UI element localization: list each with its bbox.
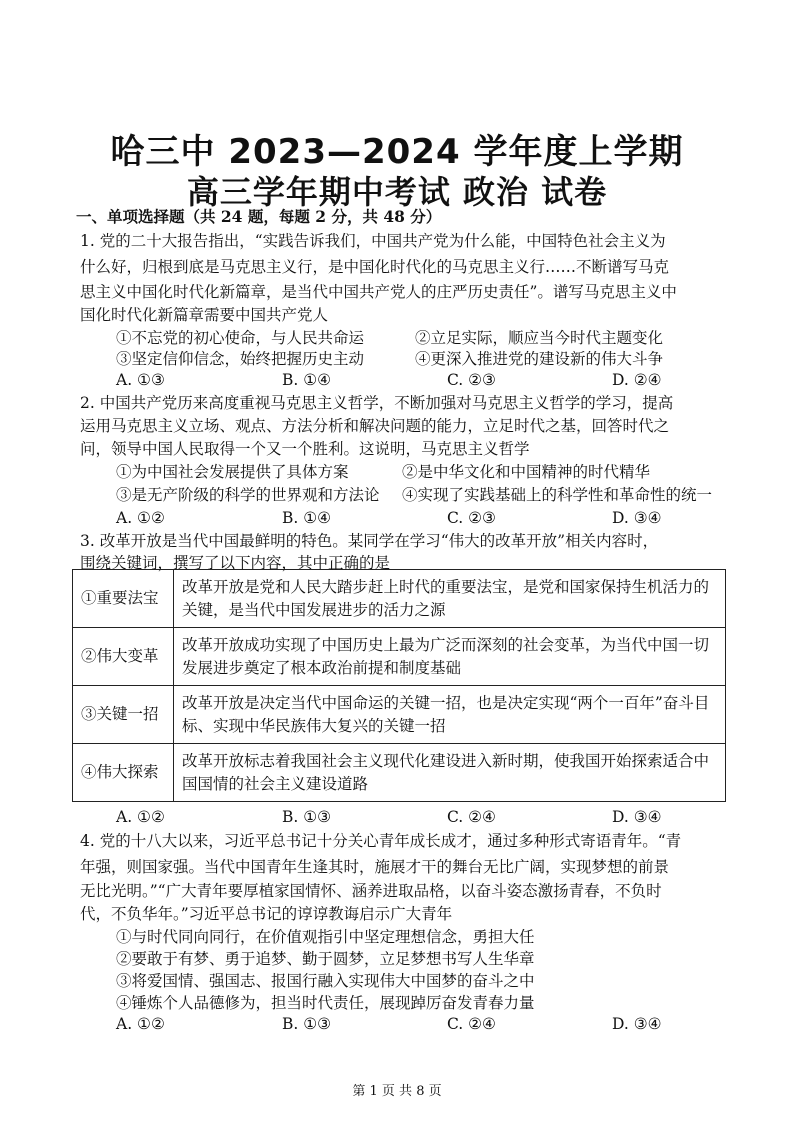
keyword-cell: ④伟大探索	[73, 744, 174, 802]
table-row	[73, 570, 726, 628]
table-row	[73, 628, 726, 686]
q1-stem-line: 什么好，归根到底是马克思主义行，是中国化时代化的马克思主义行……不断谱写马克	[80, 258, 670, 276]
q1-choice-c[interactable]: C. ②③	[447, 371, 496, 389]
q1-item: ③坚定信仰信念，始终把握历史主动	[116, 350, 365, 368]
q2-stem-line: 运用马克思主义立场、观点、方法分析和解决问题的能力，立足时代之基，回答时代之	[80, 417, 670, 435]
q4-stem-line: 年强，则国家强。当代中国青年生逢其时，施展才干的舞台无比广阔，实现梦想的前景	[80, 858, 670, 876]
q2-item: ③是无产阶级的科学的世界观和方法论	[116, 486, 380, 504]
q3-choice-d[interactable]: D. ③④	[612, 808, 662, 826]
q4-choice-b[interactable]: B. ①③	[282, 1015, 332, 1033]
q4-item: ④锤炼个人品德修为，担当时代责任，展现踔厉奋发青春力量	[116, 994, 535, 1012]
q3-choice-a[interactable]: A. ①②	[116, 808, 165, 826]
q2-item: ②是中华文化和中国精神的时代精华	[402, 463, 651, 481]
q2-item: ①为中国社会发展提供了具体方案	[116, 463, 349, 481]
q2-choice-a[interactable]: A. ①②	[116, 509, 165, 527]
q2-choice-b[interactable]: B. ①④	[282, 509, 332, 527]
keyword-table	[72, 569, 726, 802]
keyword-cell: ③关键一招	[73, 686, 174, 744]
q3-choice-c[interactable]: C. ②④	[447, 808, 496, 826]
content-cell: 改革开放成功实现了中国历史上最为广泛而深刻的社会变革，为当代中国一切发展进步奠定了根本政治前提和制度基础	[174, 628, 726, 686]
q3-stem-line: 3. 改革开放是当代中国最鲜明的特色。某同学在学习“伟大的改革开放”相关内容时，	[80, 532, 659, 550]
q2-stem-line: 问，领导中国人民取得一个又一个胜利。这说明，马克思主义哲学	[80, 440, 530, 458]
q2-choice-c[interactable]: C. ②③	[447, 509, 496, 527]
exam-subtitle: 高三学年期中考试 政治 试卷	[186, 173, 608, 211]
q4-item: ②要敢于有梦、勇于追梦、勤于圆梦，立足梦想书写人生华章	[116, 950, 535, 968]
q1-stem-line: 国化时代化新篇章需要中国共产党人	[80, 306, 329, 324]
keyword-cell: ①重要法宝	[73, 570, 174, 628]
q4-stem-line: 无比光明。”“广大青年要厚植家国情怀、涵养进取品格，以奋斗姿态激扬青春，不负时	[80, 882, 662, 900]
q1-item: ②立足实际，顺应当今时代主题变化	[415, 329, 664, 347]
q1-item: ④更深入推进党的建设新的伟大斗争	[415, 350, 664, 368]
content-cell: 改革开放是决定当代中国命运的关键一招，也是决定实现“两个一百年”奋斗目标、实现中华民族伟大复兴的关键一招	[174, 686, 726, 744]
keyword-cell: ②伟大变革	[73, 628, 174, 686]
q4-choice-a[interactable]: A. ①②	[116, 1015, 165, 1033]
q2-stem-line: 2. 中国共产党历来高度重视马克思主义哲学，不断加强对马克思主义哲学的学习，提高	[80, 394, 674, 412]
q4-item: ③将爱国情、强国志、报国行融入实现伟大中国梦的奋斗之中	[116, 972, 535, 990]
q4-choice-d[interactable]: D. ③④	[612, 1015, 662, 1033]
q1-stem-line: 1. 党的二十大报告指出，“实践告诉我们，中国共产党为什么能，中国特色社会主义为	[80, 232, 666, 250]
content-cell: 改革开放标志着我国社会主义现代化建设进入新时期，使我国开始探索适合中国国情的社会主义建设道路	[174, 744, 726, 802]
q4-stem-line: 4. 党的十八大以来，习近平总书记十分关心青年成长成才，通过多种形式寄语青年。“青	[80, 832, 682, 850]
q4-stem-line: 代，不负华年。”习近平总书记的谆谆教诲启示广大青年	[80, 905, 453, 923]
q3-stem-line: 围绕关键词，撰写了以下内容，其中正确的是	[80, 554, 391, 572]
q3-choice-b[interactable]: B. ①③	[282, 808, 332, 826]
q4-item: ①与时代同向同行，在价值观指引中坚定理想信念，勇担大任	[116, 928, 535, 946]
page-footer: 第 1 页 共 8 页	[352, 1084, 442, 1099]
q1-stem-line: 思主义中国化时代化新篇章，是当代中国共产党人的庄严历史责任”。谱写马克思主义中	[80, 283, 677, 301]
q1-choice-b[interactable]: B. ①④	[282, 371, 332, 389]
table-row	[73, 686, 726, 744]
q4-choice-c[interactable]: C. ②④	[447, 1015, 496, 1033]
q1-choice-a[interactable]: A. ①③	[116, 371, 165, 389]
q1-item: ①不忘党的初心使命，与人民共命运	[116, 329, 365, 347]
q1-choice-d[interactable]: D. ②④	[612, 371, 662, 389]
exam-title: 哈三中 2023—2024 学年度上学期	[110, 132, 684, 172]
table-row	[73, 744, 726, 802]
q2-item: ④实现了实践基础上的科学性和革命性的统一	[402, 486, 713, 504]
content-cell: 改革开放是党和人民大踏步赶上时代的重要法宝，是党和国家保持生机活力的关键，是当代中国发展进步的活力之源	[174, 570, 726, 628]
section-heading: 一、单项选择题（共 24 题，每题 2 分，共 48 分）	[76, 207, 442, 226]
q2-choice-d[interactable]: D. ③④	[612, 509, 662, 527]
